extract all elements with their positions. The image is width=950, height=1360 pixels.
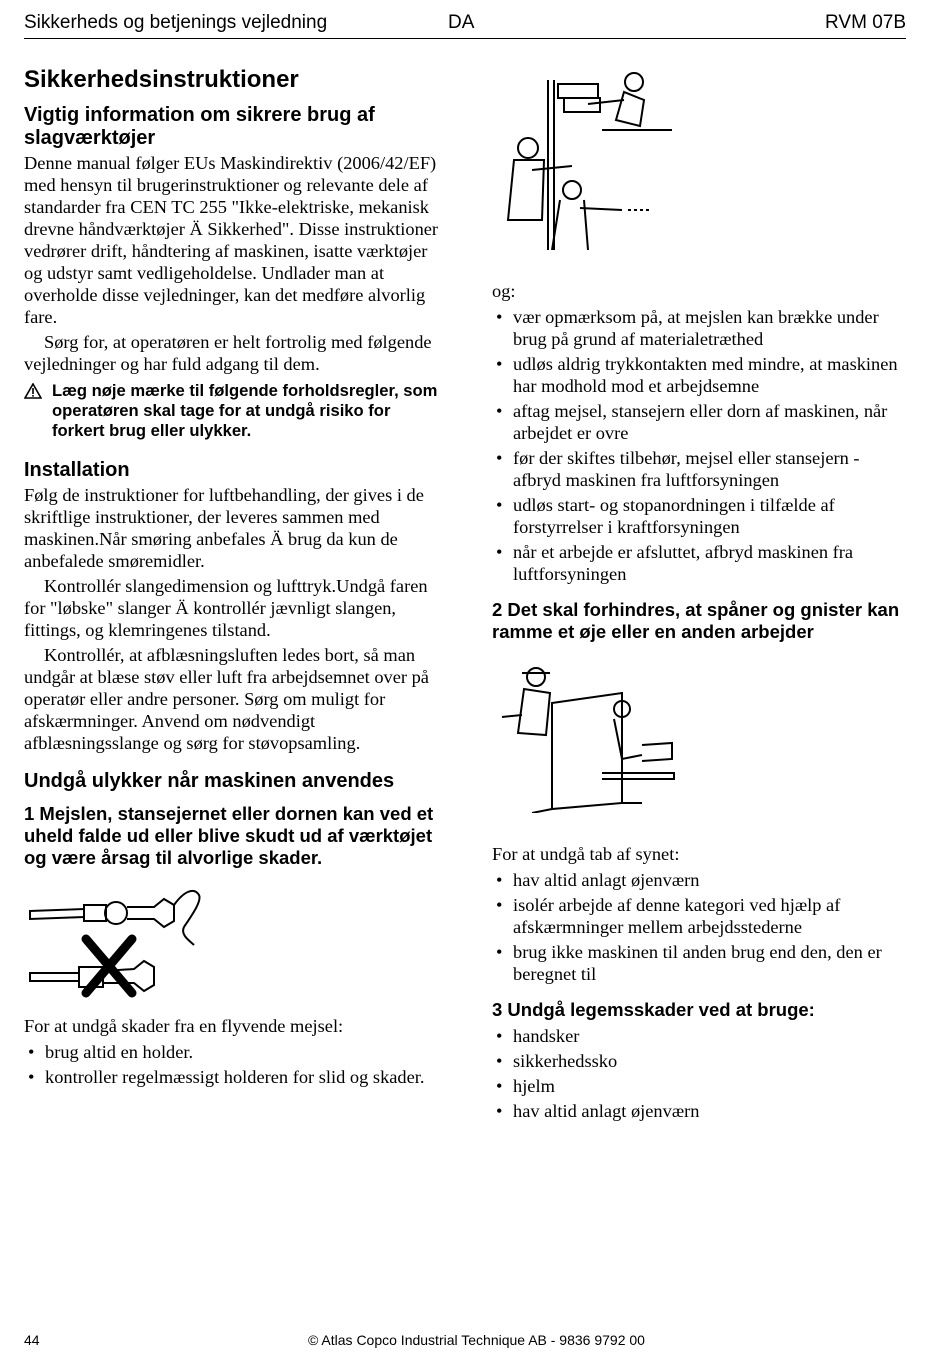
right-column: [492, 60, 908, 1125]
screen-barrier-illustration: [492, 663, 682, 813]
warning-text: Læg nøje mærke til følgende forholdsregler, som operatøren skal tage for at undgå risiko for forkert brug eller ulykker.: [52, 381, 438, 440]
list-item: • hav altid anlagt øjenværn: [492, 1100, 908, 1122]
item-3-heading: 3 Undgå legemsskader ved at bruge:: [492, 999, 815, 1020]
list-item: • hjelm: [492, 1075, 908, 1097]
warning-notice: [24, 381, 440, 441]
eye-protection-list: [492, 869, 908, 985]
header-model: RVM 07B: [825, 12, 906, 33]
item-2-heading: 2 Det skal forhindres, at spåner og gnister kan ramme et øje eller en anden arbejder: [492, 599, 900, 642]
list-item: • aftag mejsel, stansejern eller dorn af maskinen, når arbejdet er ovre: [492, 400, 908, 444]
intro-paragraph: Denne manual følger EUs Maskindirektiv (2006/42/EF) med hensyn til brugerinstruktioner og relevante dele af standarder fra CEN TC 255 "Ikke-elektriske, mekanisk drevne håndværktøjer Ä Sikkerhed". Disse instruktioner vedrører drift, håndtering af maskinen, isatte værktøjer og udstyr samt vedligeholdelse. Undlader man at overholde disse vejledninger, kan det medføre alvorlig fare.: [24, 153, 439, 327]
operator-paragraph: Sørg for, at operatøren er helt fortrolig med følgende vejledninger og har fuld adgang til dem.: [24, 332, 432, 374]
page-number: 44: [24, 1332, 40, 1348]
list-item: • brug altid en holder.: [24, 1041, 440, 1063]
page-title: Sikkerhedsinstruktioner: [24, 66, 299, 93]
installation-paragraph-1: Følg de instruktioner for luftbehandling, der gives i de skriftlige instruktioner, der leveres sammen med maskinen.Når smøring anbefales Ä brug da kun de anbefalede smøremidler.: [24, 485, 424, 571]
protective-equipment-list: [492, 1025, 908, 1122]
chisel-holder-illustration: [24, 881, 204, 1001]
item-1-list: [24, 1041, 440, 1088]
list-item: • isolér arbejde af denne kategori ved hjælp af afskærmninger mellem arbejdsstederne: [492, 894, 908, 938]
list-item: • sikkerhedssko: [492, 1050, 908, 1072]
list-item: • vær opmærksom på, at mejslen kan brække under brug på grund af materialetræthed: [492, 306, 908, 350]
section-heading-important-info: Vigtig information om sikrere brug af slagværktøjer: [24, 104, 375, 149]
list-item: • før der skiftes tilbehør, mejsel eller stansejern - afbryd maskinen fra luftforsyningen: [492, 447, 908, 491]
page-header: [24, 10, 906, 39]
header-language: DA: [448, 12, 475, 33]
list-item: • udløs aldrig trykkontakten med mindre, at maskinen har modhold mod et arbejdsemne: [492, 353, 908, 397]
section-heading-installation: Installation: [24, 459, 130, 481]
list-item: • hav altid anlagt øjenværn: [492, 869, 908, 891]
list-item: • udløs start- og stopanordningen i tilfælde af forstyrrelser i kraftforsyningen: [492, 494, 908, 538]
item-1-heading: 1 Mejslen, stansejernet eller dornen kan ved et uheld falde ud eller blive skudt ud af værktøjet og være årsag til alvorlige skader.: [24, 803, 434, 868]
workers-drilling-illustration: [492, 60, 682, 250]
og-label: og:: [492, 281, 516, 301]
item-1-intro: For at undgå skader fra en flyvende mejsel:: [24, 1016, 344, 1036]
left-column: [24, 60, 440, 1091]
warning-triangle-icon: [24, 381, 52, 441]
item-2-intro: For at undgå tab af synet:: [492, 844, 680, 864]
precautions-list: [492, 306, 908, 585]
list-item: • når et arbejde er afsluttet, afbryd maskinen fra luftforsyningen: [492, 541, 908, 585]
header-title: Sikkerheds og betjenings vejledning: [24, 12, 328, 33]
copyright-footer: © Atlas Copco Industrial Technique AB - 9836 9792 00: [308, 1332, 645, 1348]
section-heading-avoid-accidents: Undgå ulykker når maskinen anvendes: [24, 770, 395, 792]
list-item: • brug ikke maskinen til anden brug end den, den er beregnet til: [492, 941, 908, 985]
installation-paragraph-2: Kontrollér slangedimension og lufttryk.Undgå faren for "løbske" slanger Ä kontrollér jævnligt slangen, fittings, og klemringenes tilstand.: [24, 576, 428, 640]
installation-paragraph-3: Kontrollér, at afblæsningsluften ledes bort, så man undgår at blæse støv eller luft fra arbejdsemnet over på operatør eller andre personer. Sørg om muligt for afskærmninger. Anvend om nødvendigt afblæsningsslange og sørg for støvopsamling.: [24, 645, 429, 753]
list-item: • handsker: [492, 1025, 908, 1047]
list-item: • kontroller regelmæssigt holderen for slid og skader.: [24, 1066, 440, 1088]
